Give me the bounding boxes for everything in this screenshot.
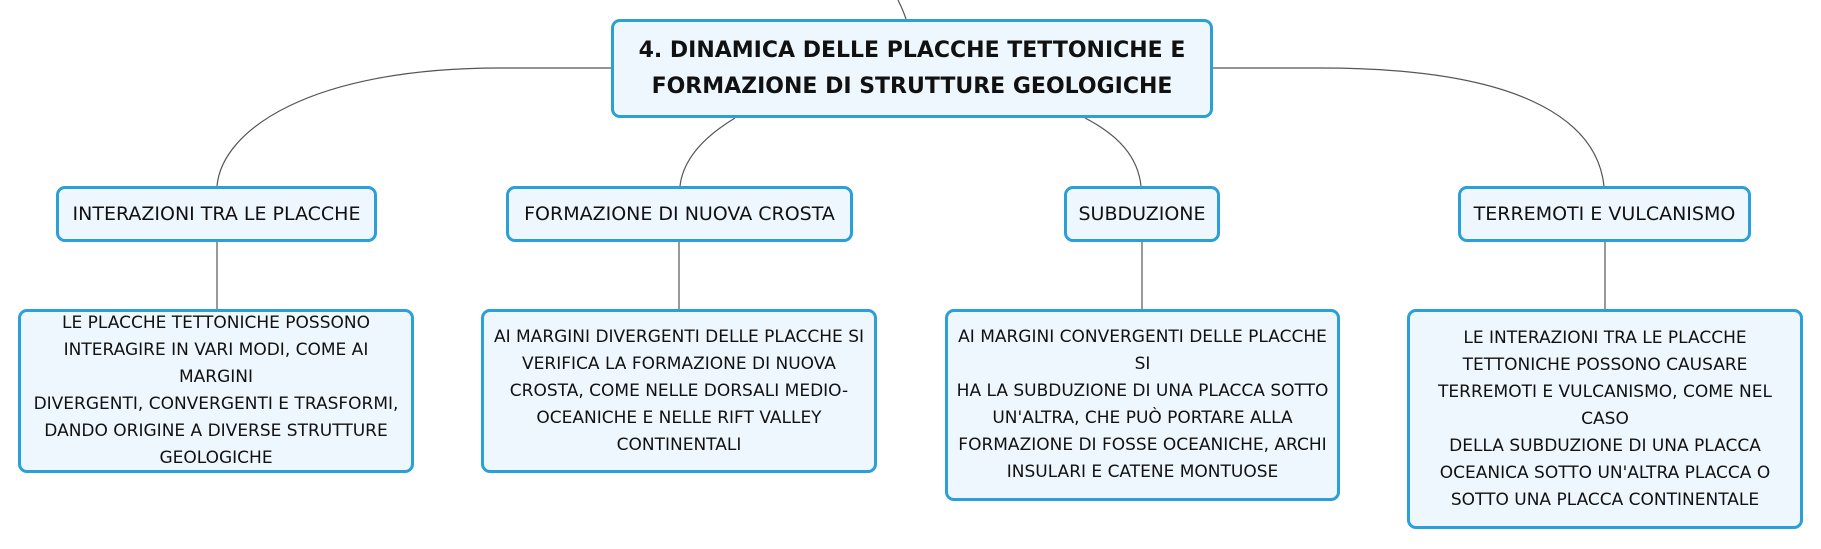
- detail-line: GEOLOGICHE: [159, 448, 273, 468]
- detail-text: [1416, 325, 1794, 514]
- topic-terremoti-e-vulcanismo[interactable]: [1458, 186, 1751, 242]
- detail-text: [954, 324, 1331, 486]
- detail-line: DELLA SUBDUZIONE DI UNA PLACCA: [1449, 435, 1761, 456]
- topic-label: TERREMOTI E VULCANISMO: [1473, 203, 1736, 225]
- topic-formazione-di-nuova-crosta[interactable]: [506, 186, 853, 242]
- detail-line: DANDO ORIGINE A DIVERSE STRUTTURE: [44, 421, 388, 441]
- root-title: [639, 33, 1186, 105]
- detail-line: HA LA SUBDUZIONE DI UNA PLACCA SOTTO: [956, 381, 1329, 401]
- topic-subduzione[interactable]: [1064, 186, 1220, 242]
- detail-line: LE INTERAZIONI TRA LE PLACCHE: [1463, 327, 1747, 348]
- connector-root-to-terremoti: [1213, 68, 1604, 186]
- root-topic[interactable]: [611, 19, 1213, 118]
- detail-line: DIVERGENTI, CONVERGENTI E TRASFORMI,: [33, 394, 399, 414]
- root-title-line: 4. DINAMICA DELLE PLACCHE TETTONICHE E: [638, 37, 1186, 63]
- detail-line: CONTINENTALI: [616, 434, 742, 455]
- detail-formazione-di-nuova-crosta[interactable]: [481, 309, 877, 473]
- detail-line: CROSTA, COME NELLE DORSALI MEDIO-: [509, 380, 849, 401]
- detail-text: [27, 310, 405, 472]
- connector-incoming-root: [898, 0, 906, 19]
- topic-interazioni-tra-le-placche[interactable]: [56, 186, 377, 242]
- detail-line: OCEANICA SOTTO UN'ALTRA PLACCA O: [1439, 462, 1771, 483]
- detail-line: INTERAGIRE IN VARI MODI, COME AI MARGINI: [63, 340, 369, 387]
- detail-interazioni-tra-le-placche[interactable]: [18, 309, 414, 473]
- detail-line: OCEANICHE E NELLE RIFT VALLEY: [536, 407, 822, 428]
- detail-terremoti-e-vulcanismo[interactable]: [1407, 309, 1803, 529]
- detail-text: [494, 324, 864, 459]
- detail-subduzione[interactable]: [945, 309, 1340, 501]
- detail-line: SOTTO UNA PLACCA CONTINENTALE: [1450, 489, 1760, 510]
- connector-root-to-subduzione: [1085, 118, 1141, 186]
- topic-label: SUBDUZIONE: [1078, 203, 1206, 225]
- detail-line: INSULARI E CATENE MONTUOSE: [1006, 462, 1279, 482]
- detail-line: TETTONICHE POSSONO CAUSARE: [1462, 354, 1748, 375]
- root-title-line: FORMAZIONE DI STRUTTURE GEOLOGICHE: [651, 73, 1173, 99]
- topic-label: FORMAZIONE DI NUOVA CROSTA: [524, 203, 835, 225]
- connector-root-to-interazioni: [217, 68, 611, 186]
- detail-line: AI MARGINI DIVERGENTI DELLE PLACCHE SI: [493, 326, 865, 347]
- detail-line: TERREMOTI E VULCANISMO, COME NEL CASO: [1438, 381, 1772, 429]
- detail-line: VERIFICA LA FORMAZIONE DI NUOVA: [522, 353, 836, 374]
- detail-line: AI MARGINI CONVERGENTI DELLE PLACCHE SI: [958, 327, 1327, 374]
- detail-line: FORMAZIONE DI FOSSE OCEANICHE, ARCHI: [958, 435, 1327, 455]
- topic-label: INTERAZIONI TRA LE PLACCHE: [72, 203, 361, 225]
- detail-line: UN'ALTRA, CHE PUÒ PORTARE ALLA: [992, 408, 1293, 428]
- connector-root-to-formazione: [680, 118, 735, 186]
- detail-line: LE PLACCHE TETTONICHE POSSONO: [62, 313, 370, 333]
